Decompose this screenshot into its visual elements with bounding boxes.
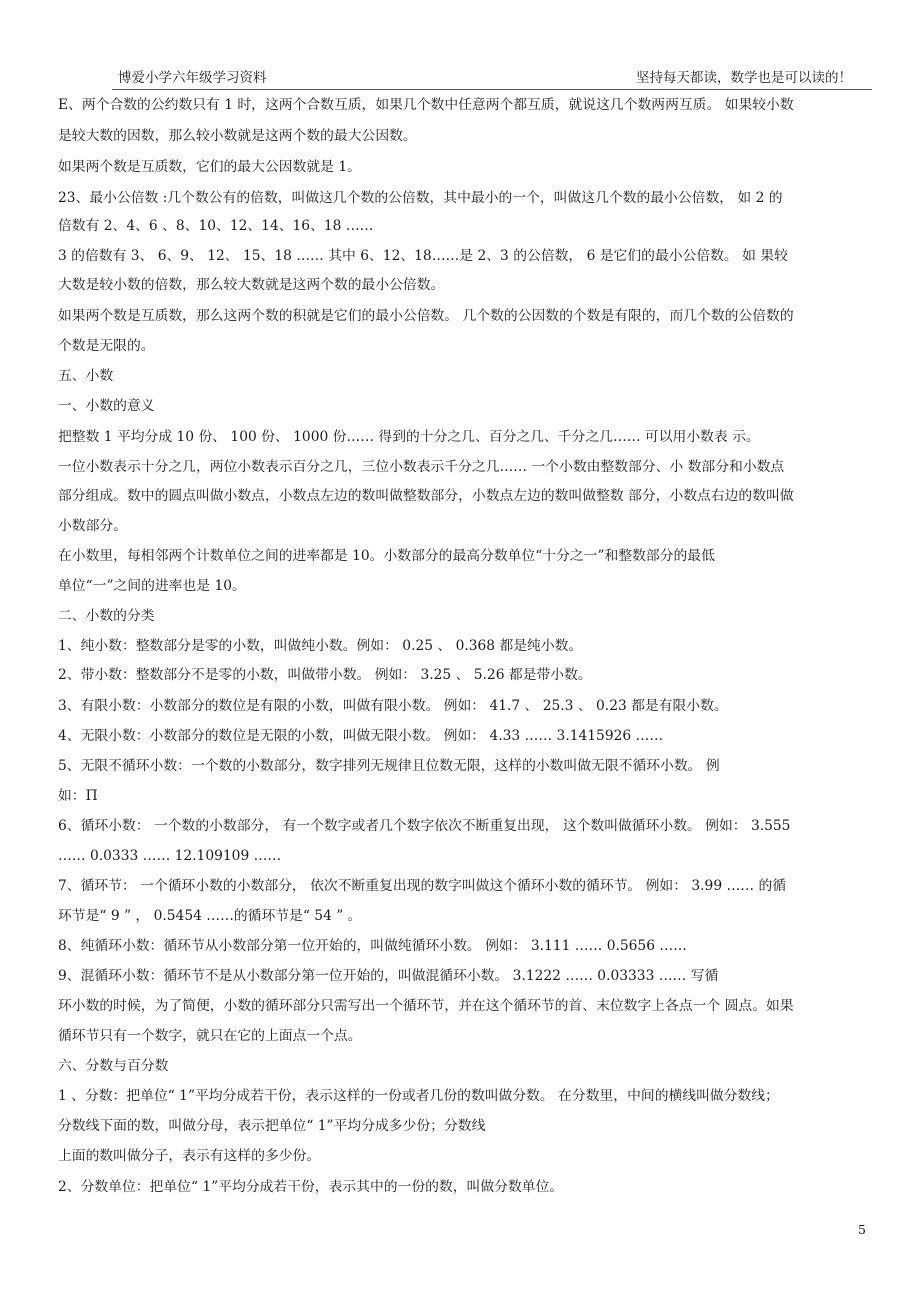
text-line: 8、纯循环小数：循环节从小数部分第一位开始的，叫做纯循环小数。 例如： 3.111 …… 0.5656 …… xyxy=(58,938,687,954)
text-line: 一位小数表示十分之几，两位小数表示百分之几，三位小数表示千分之几…… 一个小数由整数部分、小 数部分和小数点 xyxy=(58,459,785,475)
text-line: 在小数里，每相邻两个计数单位之间的进率都是 10。小数部分的最高分数单位“十分之一”和整数部分的最低 xyxy=(58,548,715,564)
section-heading: 六、分数与百分数 xyxy=(58,1058,169,1074)
text-line: 4、无限小数：小数部分的数位是无限的小数，叫做无限小数。 例如： 4.33 …… 3.1415926 …… xyxy=(58,728,664,744)
text-line: 1、纯小数：整数部分是零的小数，叫做纯小数。例如： 0.25 、 0.368 都是纯小数。 xyxy=(58,638,583,654)
text-line: E、两个合数的公约数只有 1 时，这两个合数互质，如果几个数中任意两个都互质，就说这几个数两两互质。 如果较小数 xyxy=(58,97,794,113)
text-line: 环节是“ 9 ” ， 0.5454 ……的循环节是“ 54 ” 。 xyxy=(58,908,362,924)
text-line: 循环节只有一个数字，就只在它的上面点一个点。 xyxy=(58,1028,362,1044)
text-line: 个数是无限的。 xyxy=(58,338,155,354)
text-line: 部分组成。数中的圆点叫做小数点，小数点左边的数叫做整数部分，小数点左边的数叫做整数 部分，小数点右边的数叫做 xyxy=(58,488,794,504)
page-number: 5 xyxy=(858,1222,866,1237)
text-line: 倍数有 2、4、6 、8、10、12、14、16、18 …… xyxy=(58,218,374,234)
subsection-heading: 二、小数的分类 xyxy=(58,608,155,624)
text-line: 是较大数的因数，那么较小数就是这两个数的最大公因数。 xyxy=(58,128,417,144)
text-line: 如果两个数是互质数，它们的最大公因数就是 1。 xyxy=(58,159,361,175)
text-line: …… 0.0333 …… 12.109109 …… xyxy=(58,848,282,864)
text-line: 7、循环节： 一个循环小数的小数部分， 依次不断重复出现的数字叫做这个循环小数的循环节。 例如： 3.99 …… 的循 xyxy=(58,878,787,894)
text-line: 环小数的时候，为了简便，小数的循环部分只需写出一个循环节，并在这个循环节的首、末位数字上各点一个 圆点。如果 xyxy=(58,998,794,1014)
text-line: 单位“一”之间的进率也是 10。 xyxy=(58,578,246,594)
text-line: 2、带小数：整数部分不是零的小数，叫做带小数。 例如： 3.25 、 5.26 都是带小数。 xyxy=(58,667,592,683)
text-line: 23、最小公倍数 :几个数公有的倍数，叫做这几个数的公倍数，其中最小的一个，叫做这几个数的最小公倍数， 如 2 的 xyxy=(58,190,783,206)
text-line: 如：П xyxy=(58,788,98,804)
text-line: 如果两个数是互质数，那么这两个数的积就是它们的最小公倍数。 几个数的公因数的个数是有限的，而几个数的公倍数的 xyxy=(58,308,794,324)
text-line: 小数部分。 xyxy=(58,518,127,534)
text-line: 1 、分数：把单位“ 1”平均分成若干份，表示这样的一份或者几份的数叫做分数。 在分数里，中间的横线叫做分数线； xyxy=(58,1088,779,1104)
text-line: 3、有限小数：小数部分的数位是有限的小数，叫做有限小数。 例如： 41.7 、 25.3 、 0.23 都是有限小数。 xyxy=(58,698,728,714)
subsection-heading: 一、小数的意义 xyxy=(58,398,155,414)
text-line: 分数线下面的数，叫做分母，表示把单位“ 1”平均分成多少份；分数线 xyxy=(58,1118,486,1134)
header-left-title: 博爱小学六年级学习资料 xyxy=(118,70,267,86)
text-line: 6、循环小数： 一个数的小数部分， 有一个数字或者几个数字依次不断重复出现， 这个数叫做循环小数。 例如： 3.555 xyxy=(58,818,791,834)
text-line: 把整数 1 平均分成 10 份、 100 份、 1000 份…… 得到的十分之几、百分之几、千分之几…… 可以用小数表 示。 xyxy=(58,429,760,445)
text-line: 上面的数叫做分子，表示有这样的多少份。 xyxy=(58,1148,321,1164)
header-right-motto: 坚持每天都读，数学也是可以读的！ xyxy=(636,70,852,86)
text-line: 3 的倍数有 3、 6、9、 12、 15、18 …… 其中 6、12、18……是 2、3 的公倍数， 6 是它们的最小公倍数。 如 果较 xyxy=(58,248,788,264)
text-line: 2、分数单位：把单位“ 1”平均分成若干份，表示其中的一份的数，叫做分数单位。 xyxy=(58,1179,564,1195)
section-heading: 五、小数 xyxy=(58,368,114,384)
text-line: 5、无限不循环小数：一个数的小数部分，数字排列无规律且位数无限，这样的小数叫做无限不循环小数。 例 xyxy=(58,758,720,774)
text-line: 大数是较小数的倍数，那么较大数就是这两个数的最小公倍数。 xyxy=(58,277,445,293)
text-line: 9、混循环小数：循环节不是从小数部分第一位开始的，叫做混循环小数。 3.1222 …… 0.03333 …… 写循 xyxy=(58,968,719,984)
header-divider xyxy=(112,89,872,90)
